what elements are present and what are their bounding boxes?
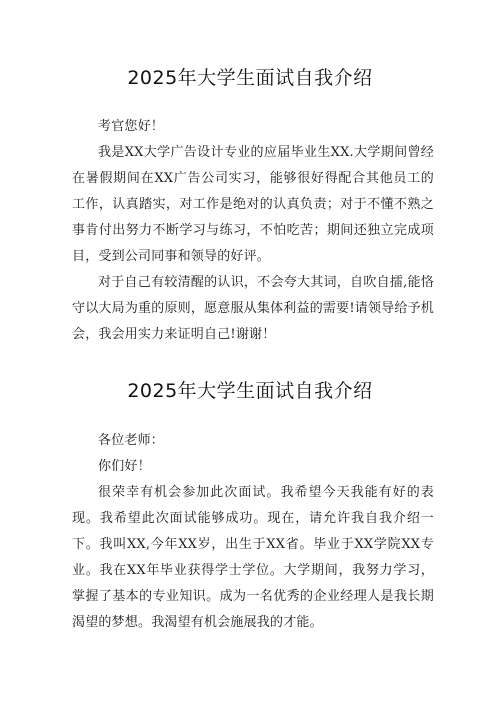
document-title: 2025年大学生面试自我介绍 bbox=[127, 67, 373, 89]
body-paragraph: 对于自己有较清醒的认识，不会夸大其词，自吹自擂,能恪守以大局为重的原则，愿意服从集体利益的需要!请领导给予机会，我会用实力来证明自己!谢谢！ bbox=[72, 275, 434, 342]
intro-section-2 bbox=[72, 428, 434, 636]
intro-section-1 bbox=[72, 114, 434, 348]
greeting-line: 你们好！ bbox=[98, 459, 151, 474]
salutation-line: 各位老师： bbox=[98, 433, 165, 448]
greeting-line: 考官您好！ bbox=[98, 119, 165, 134]
body-paragraph: 我是XX大学广告设计专业的应届毕业生XX.大学期间曾经在暑假期间在XX广告公司实习，能够很好得配合其他员工的工作，认真踏实，对工作是绝对的认真负责；对于不懂不熟之事肯付出努力不断学习与练习，不怕吃苦；期间还独立完成项目，受到公司同事和领导的好评。 bbox=[72, 145, 434, 264]
document-title: 2025年大学生面试自我介绍 bbox=[127, 380, 373, 402]
body-paragraph: 很荣幸有机会参加此次面试。我希望今天我能有好的表现。我希望此次面试能够成功。现在，请允许我自我介绍一下。我叫XX,今年XX岁，出生于XX省。毕业于XX学院XX专业。我在XX年毕业获得学士学位。大学期间，我努力学习，掌握了基本的专业知识。成为一名优秀的企业经理人是我长期渴望的梦想。我渴望有机会施展我的才能。 bbox=[72, 485, 434, 630]
